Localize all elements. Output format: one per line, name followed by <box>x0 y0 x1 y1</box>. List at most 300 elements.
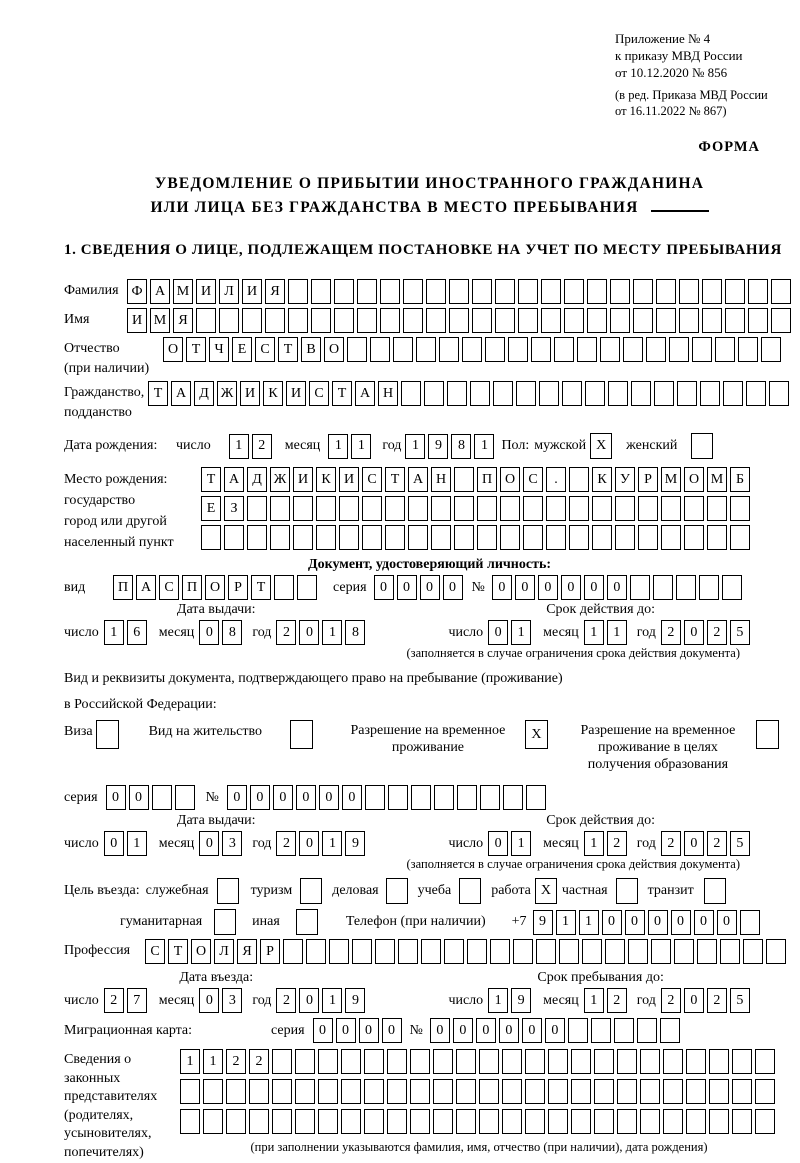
char-cell[interactable] <box>715 337 735 362</box>
char-cell[interactable] <box>334 279 354 304</box>
char-cell[interactable]: 1 <box>584 620 604 645</box>
char-cell[interactable] <box>525 1079 545 1104</box>
char-cell[interactable] <box>709 1079 729 1104</box>
char-cell[interactable] <box>421 939 441 964</box>
char-cell[interactable] <box>272 1049 292 1074</box>
char-cell[interactable]: 1 <box>229 434 249 459</box>
char-cell[interactable]: 1 <box>511 831 531 856</box>
char-cell[interactable] <box>477 525 497 550</box>
char-cell[interactable] <box>508 337 528 362</box>
char-cell[interactable] <box>610 308 630 333</box>
char-cell[interactable]: 0 <box>129 785 149 810</box>
char-cell[interactable] <box>454 496 474 521</box>
purpose-other-checkbox[interactable] <box>296 909 318 935</box>
char-cell[interactable] <box>352 939 372 964</box>
char-cell[interactable] <box>746 381 766 406</box>
char-cell[interactable] <box>180 1109 200 1134</box>
char-cell[interactable] <box>431 496 451 521</box>
purpose-transit-checkbox[interactable] <box>704 878 726 904</box>
char-cell[interactable] <box>180 1079 200 1104</box>
char-cell[interactable] <box>582 939 602 964</box>
char-cell[interactable]: 0 <box>671 910 691 935</box>
char-cell[interactable]: Р <box>638 467 658 492</box>
char-cell[interactable] <box>500 496 520 521</box>
char-cell[interactable]: 2 <box>276 620 296 645</box>
char-cell[interactable]: О <box>205 575 225 600</box>
char-cell[interactable] <box>462 337 482 362</box>
char-cell[interactable]: 1 <box>584 831 604 856</box>
char-cell[interactable] <box>700 381 720 406</box>
char-cell[interactable] <box>605 939 625 964</box>
char-cell[interactable] <box>516 381 536 406</box>
char-cell[interactable] <box>562 381 582 406</box>
purpose-tourism-checkbox[interactable] <box>300 878 322 904</box>
char-cell[interactable] <box>684 496 704 521</box>
char-cell[interactable] <box>318 1049 338 1074</box>
char-cell[interactable] <box>295 1049 315 1074</box>
char-cell[interactable] <box>293 525 313 550</box>
char-cell[interactable] <box>219 308 239 333</box>
char-cell[interactable] <box>699 575 719 600</box>
char-cell[interactable] <box>709 1109 729 1134</box>
char-cell[interactable] <box>288 308 308 333</box>
char-cell[interactable] <box>341 1049 361 1074</box>
char-cell[interactable]: 8 <box>345 620 365 645</box>
char-cell[interactable] <box>247 525 267 550</box>
char-cell[interactable] <box>740 910 760 935</box>
char-cell[interactable] <box>490 939 510 964</box>
char-cell[interactable] <box>587 308 607 333</box>
purpose-business-checkbox[interactable] <box>386 878 408 904</box>
char-cell[interactable] <box>439 337 459 362</box>
char-cell[interactable] <box>334 308 354 333</box>
char-cell[interactable] <box>702 279 722 304</box>
char-cell[interactable] <box>272 1109 292 1134</box>
char-cell[interactable] <box>676 575 696 600</box>
char-cell[interactable] <box>493 381 513 406</box>
char-cell[interactable]: 9 <box>345 831 365 856</box>
char-cell[interactable] <box>403 279 423 304</box>
purpose-work-checkbox[interactable]: X <box>535 878 557 904</box>
char-cell[interactable]: А <box>224 467 244 492</box>
char-cell[interactable] <box>306 939 326 964</box>
char-cell[interactable] <box>518 279 538 304</box>
char-cell[interactable] <box>536 939 556 964</box>
char-cell[interactable]: Т <box>278 337 298 362</box>
char-cell[interactable] <box>526 785 546 810</box>
char-cell[interactable]: 7 <box>127 988 147 1013</box>
char-cell[interactable]: Р <box>260 939 280 964</box>
char-cell[interactable]: 0 <box>342 785 362 810</box>
char-cell[interactable] <box>433 1109 453 1134</box>
char-cell[interactable] <box>518 308 538 333</box>
char-cell[interactable] <box>743 939 763 964</box>
char-cell[interactable]: 1 <box>556 910 576 935</box>
char-cell[interactable] <box>408 525 428 550</box>
char-cell[interactable]: 2 <box>249 1049 269 1074</box>
temp-residence-checkbox[interactable]: X <box>525 720 548 749</box>
char-cell[interactable]: 0 <box>359 1018 379 1043</box>
char-cell[interactable] <box>311 308 331 333</box>
char-cell[interactable]: 0 <box>296 785 316 810</box>
temp-residence-edu-checkbox[interactable] <box>756 720 779 749</box>
char-cell[interactable] <box>732 1079 752 1104</box>
char-cell[interactable] <box>201 525 221 550</box>
char-cell[interactable]: 0 <box>648 910 668 935</box>
char-cell[interactable] <box>387 1109 407 1134</box>
char-cell[interactable] <box>311 279 331 304</box>
char-cell[interactable] <box>600 337 620 362</box>
char-cell[interactable] <box>203 1109 223 1134</box>
char-cell[interactable] <box>472 308 492 333</box>
char-cell[interactable]: 0 <box>717 910 737 935</box>
char-cell[interactable]: 0 <box>374 575 394 600</box>
char-cell[interactable] <box>454 525 474 550</box>
char-cell[interactable]: 1 <box>511 620 531 645</box>
char-cell[interactable]: Я <box>265 279 285 304</box>
char-cell[interactable] <box>226 1109 246 1134</box>
char-cell[interactable]: А <box>355 381 375 406</box>
char-cell[interactable]: Н <box>431 467 451 492</box>
char-cell[interactable]: 0 <box>273 785 293 810</box>
char-cell[interactable]: 1 <box>180 1049 200 1074</box>
char-cell[interactable]: 0 <box>397 575 417 600</box>
char-cell[interactable]: 2 <box>661 988 681 1013</box>
char-cell[interactable] <box>295 1079 315 1104</box>
char-cell[interactable]: 0 <box>382 1018 402 1043</box>
char-cell[interactable] <box>502 1109 522 1134</box>
char-cell[interactable]: И <box>242 279 262 304</box>
char-cell[interactable] <box>568 1018 588 1043</box>
char-cell[interactable]: И <box>127 308 147 333</box>
char-cell[interactable]: Р <box>228 575 248 600</box>
char-cell[interactable] <box>393 337 413 362</box>
char-cell[interactable] <box>525 1109 545 1134</box>
char-cell[interactable] <box>408 496 428 521</box>
char-cell[interactable] <box>203 1079 223 1104</box>
char-cell[interactable] <box>444 939 464 964</box>
char-cell[interactable]: 0 <box>104 831 124 856</box>
char-cell[interactable] <box>569 467 589 492</box>
char-cell[interactable] <box>697 939 717 964</box>
char-cell[interactable] <box>457 785 477 810</box>
char-cell[interactable] <box>564 308 584 333</box>
char-cell[interactable]: О <box>163 337 183 362</box>
char-cell[interactable] <box>656 279 676 304</box>
char-cell[interactable] <box>500 525 520 550</box>
char-cell[interactable] <box>663 1049 683 1074</box>
char-cell[interactable] <box>692 337 712 362</box>
char-cell[interactable] <box>503 785 523 810</box>
char-cell[interactable]: 0 <box>299 831 319 856</box>
char-cell[interactable]: 1 <box>322 620 342 645</box>
char-cell[interactable]: 1 <box>104 620 124 645</box>
char-cell[interactable]: Ж <box>270 467 290 492</box>
char-cell[interactable] <box>274 575 294 600</box>
char-cell[interactable] <box>617 1049 637 1074</box>
char-cell[interactable]: Ж <box>217 381 237 406</box>
char-cell[interactable]: 0 <box>199 988 219 1013</box>
char-cell[interactable] <box>638 525 658 550</box>
char-cell[interactable] <box>631 381 651 406</box>
char-cell[interactable] <box>769 381 789 406</box>
char-cell[interactable] <box>479 1079 499 1104</box>
char-cell[interactable] <box>249 1109 269 1134</box>
char-cell[interactable] <box>591 1018 611 1043</box>
char-cell[interactable]: А <box>136 575 156 600</box>
char-cell[interactable] <box>663 1079 683 1104</box>
char-cell[interactable] <box>523 525 543 550</box>
char-cell[interactable] <box>660 1018 680 1043</box>
char-cell[interactable]: 2 <box>707 831 727 856</box>
char-cell[interactable] <box>617 1079 637 1104</box>
char-cell[interactable] <box>571 1109 591 1134</box>
char-cell[interactable] <box>723 381 743 406</box>
purpose-study-checkbox[interactable] <box>459 878 481 904</box>
char-cell[interactable] <box>686 1049 706 1074</box>
char-cell[interactable]: К <box>592 467 612 492</box>
char-cell[interactable] <box>656 308 676 333</box>
char-cell[interactable]: 2 <box>661 620 681 645</box>
char-cell[interactable] <box>472 279 492 304</box>
char-cell[interactable] <box>677 381 697 406</box>
char-cell[interactable] <box>410 1109 430 1134</box>
char-cell[interactable] <box>548 1079 568 1104</box>
char-cell[interactable]: 1 <box>203 1049 223 1074</box>
char-cell[interactable] <box>707 496 727 521</box>
char-cell[interactable]: А <box>171 381 191 406</box>
char-cell[interactable] <box>272 1079 292 1104</box>
char-cell[interactable] <box>766 939 786 964</box>
char-cell[interactable]: 2 <box>707 620 727 645</box>
char-cell[interactable] <box>398 939 418 964</box>
char-cell[interactable]: Т <box>201 467 221 492</box>
char-cell[interactable] <box>270 496 290 521</box>
char-cell[interactable] <box>242 308 262 333</box>
char-cell[interactable] <box>755 1079 775 1104</box>
char-cell[interactable] <box>541 279 561 304</box>
char-cell[interactable] <box>748 308 768 333</box>
char-cell[interactable] <box>467 939 487 964</box>
char-cell[interactable]: 0 <box>492 575 512 600</box>
char-cell[interactable]: 1 <box>351 434 371 459</box>
char-cell[interactable] <box>293 496 313 521</box>
char-cell[interactable] <box>640 1109 660 1134</box>
char-cell[interactable] <box>347 337 367 362</box>
char-cell[interactable] <box>196 308 216 333</box>
male-checkbox[interactable]: X <box>590 433 612 459</box>
char-cell[interactable]: С <box>145 939 165 964</box>
char-cell[interactable]: О <box>500 467 520 492</box>
char-cell[interactable]: 1 <box>607 620 627 645</box>
char-cell[interactable] <box>375 939 395 964</box>
char-cell[interactable] <box>702 308 722 333</box>
char-cell[interactable] <box>640 1049 660 1074</box>
char-cell[interactable] <box>249 1079 269 1104</box>
char-cell[interactable]: 0 <box>684 988 704 1013</box>
char-cell[interactable] <box>755 1109 775 1134</box>
char-cell[interactable] <box>617 1109 637 1134</box>
char-cell[interactable]: Д <box>247 467 267 492</box>
char-cell[interactable] <box>357 279 377 304</box>
char-cell[interactable]: У <box>615 467 635 492</box>
char-cell[interactable] <box>434 785 454 810</box>
char-cell[interactable] <box>341 1109 361 1134</box>
char-cell[interactable] <box>456 1049 476 1074</box>
char-cell[interactable] <box>365 785 385 810</box>
char-cell[interactable]: 2 <box>276 988 296 1013</box>
char-cell[interactable] <box>748 279 768 304</box>
female-checkbox[interactable] <box>691 433 713 459</box>
char-cell[interactable] <box>431 525 451 550</box>
char-cell[interactable]: 0 <box>319 785 339 810</box>
char-cell[interactable]: 8 <box>222 620 242 645</box>
char-cell[interactable] <box>288 279 308 304</box>
char-cell[interactable] <box>283 939 303 964</box>
char-cell[interactable] <box>447 381 467 406</box>
char-cell[interactable] <box>247 496 267 521</box>
char-cell[interactable] <box>433 1049 453 1074</box>
char-cell[interactable] <box>709 1049 729 1074</box>
char-cell[interactable]: 0 <box>515 575 535 600</box>
char-cell[interactable] <box>479 1109 499 1134</box>
char-cell[interactable] <box>456 1079 476 1104</box>
char-cell[interactable] <box>651 939 671 964</box>
char-cell[interactable] <box>761 337 781 362</box>
char-cell[interactable] <box>661 496 681 521</box>
char-cell[interactable]: 0 <box>299 988 319 1013</box>
char-cell[interactable]: Т <box>251 575 271 600</box>
char-cell[interactable]: 0 <box>313 1018 333 1043</box>
char-cell[interactable] <box>669 337 689 362</box>
char-cell[interactable] <box>175 785 195 810</box>
char-cell[interactable]: 0 <box>684 831 704 856</box>
char-cell[interactable] <box>424 381 444 406</box>
char-cell[interactable]: Ч <box>209 337 229 362</box>
char-cell[interactable] <box>224 525 244 550</box>
char-cell[interactable] <box>385 496 405 521</box>
char-cell[interactable] <box>686 1079 706 1104</box>
char-cell[interactable]: Л <box>214 939 234 964</box>
char-cell[interactable] <box>539 381 559 406</box>
char-cell[interactable]: 0 <box>250 785 270 810</box>
char-cell[interactable]: С <box>309 381 329 406</box>
char-cell[interactable] <box>569 525 589 550</box>
char-cell[interactable]: Е <box>232 337 252 362</box>
char-cell[interactable] <box>226 1079 246 1104</box>
char-cell[interactable] <box>470 381 490 406</box>
char-cell[interactable]: П <box>113 575 133 600</box>
char-cell[interactable] <box>730 496 750 521</box>
char-cell[interactable]: 5 <box>730 620 750 645</box>
char-cell[interactable] <box>548 1109 568 1134</box>
char-cell[interactable]: 1 <box>405 434 425 459</box>
char-cell[interactable] <box>564 279 584 304</box>
char-cell[interactable] <box>646 337 666 362</box>
char-cell[interactable]: 2 <box>276 831 296 856</box>
char-cell[interactable] <box>339 496 359 521</box>
char-cell[interactable]: 0 <box>336 1018 356 1043</box>
char-cell[interactable] <box>341 1079 361 1104</box>
char-cell[interactable]: С <box>255 337 275 362</box>
char-cell[interactable]: Я <box>173 308 193 333</box>
char-cell[interactable]: 0 <box>499 1018 519 1043</box>
char-cell[interactable] <box>454 467 474 492</box>
char-cell[interactable]: 2 <box>226 1049 246 1074</box>
char-cell[interactable]: М <box>661 467 681 492</box>
char-cell[interactable]: Н <box>378 381 398 406</box>
char-cell[interactable] <box>594 1079 614 1104</box>
char-cell[interactable]: Т <box>148 381 168 406</box>
char-cell[interactable] <box>546 525 566 550</box>
char-cell[interactable]: 0 <box>443 575 463 600</box>
char-cell[interactable] <box>654 381 674 406</box>
char-cell[interactable] <box>661 525 681 550</box>
char-cell[interactable] <box>637 1018 657 1043</box>
char-cell[interactable] <box>610 279 630 304</box>
char-cell[interactable]: В <box>301 337 321 362</box>
char-cell[interactable] <box>633 308 653 333</box>
char-cell[interactable] <box>380 308 400 333</box>
char-cell[interactable]: 0 <box>602 910 622 935</box>
char-cell[interactable]: 0 <box>522 1018 542 1043</box>
char-cell[interactable]: Б <box>730 467 750 492</box>
char-cell[interactable]: 0 <box>299 620 319 645</box>
char-cell[interactable] <box>594 1109 614 1134</box>
char-cell[interactable] <box>426 308 446 333</box>
char-cell[interactable]: 0 <box>106 785 126 810</box>
char-cell[interactable] <box>755 1049 775 1074</box>
char-cell[interactable] <box>502 1079 522 1104</box>
char-cell[interactable] <box>523 496 543 521</box>
char-cell[interactable]: 0 <box>607 575 627 600</box>
char-cell[interactable] <box>295 1109 315 1134</box>
char-cell[interactable] <box>592 525 612 550</box>
char-cell[interactable] <box>663 1109 683 1134</box>
char-cell[interactable] <box>554 337 574 362</box>
char-cell[interactable]: 0 <box>584 575 604 600</box>
char-cell[interactable]: О <box>191 939 211 964</box>
char-cell[interactable]: И <box>240 381 260 406</box>
char-cell[interactable]: А <box>408 467 428 492</box>
char-cell[interactable] <box>362 525 382 550</box>
char-cell[interactable] <box>403 308 423 333</box>
char-cell[interactable] <box>722 575 742 600</box>
char-cell[interactable] <box>502 1049 522 1074</box>
char-cell[interactable] <box>513 939 533 964</box>
char-cell[interactable] <box>725 279 745 304</box>
char-cell[interactable]: 0 <box>561 575 581 600</box>
char-cell[interactable] <box>771 279 791 304</box>
char-cell[interactable] <box>316 496 336 521</box>
char-cell[interactable]: И <box>286 381 306 406</box>
char-cell[interactable] <box>339 525 359 550</box>
char-cell[interactable] <box>388 785 408 810</box>
char-cell[interactable]: С <box>362 467 382 492</box>
char-cell[interactable] <box>364 1079 384 1104</box>
char-cell[interactable] <box>495 279 515 304</box>
char-cell[interactable] <box>541 308 561 333</box>
char-cell[interactable] <box>640 1079 660 1104</box>
char-cell[interactable] <box>316 525 336 550</box>
char-cell[interactable] <box>548 1049 568 1074</box>
char-cell[interactable]: 5 <box>730 831 750 856</box>
char-cell[interactable]: 2 <box>104 988 124 1013</box>
char-cell[interactable]: М <box>150 308 170 333</box>
char-cell[interactable]: 5 <box>730 988 750 1013</box>
char-cell[interactable]: Ф <box>127 279 147 304</box>
char-cell[interactable] <box>525 1049 545 1074</box>
